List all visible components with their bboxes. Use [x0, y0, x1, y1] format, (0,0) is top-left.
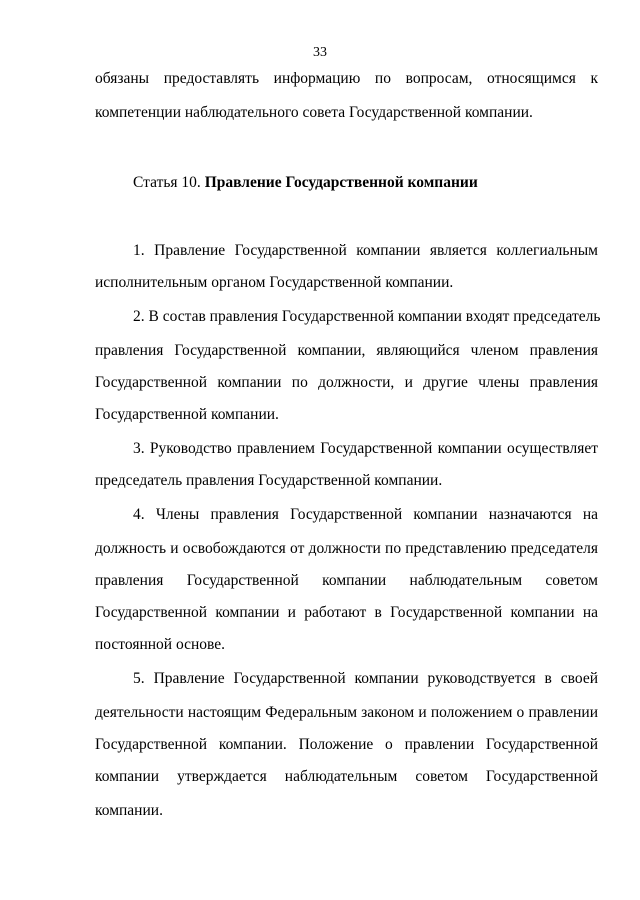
paragraph-5-line-4: компании утверждается наблюдательным советом Государственной	[95, 768, 598, 785]
paragraph-5-line-3: Государственной компании. Положение о правлении Государственной	[95, 736, 598, 753]
paragraph-5-line-1: 5. Правление Государственной компании руководствуется в своей	[133, 670, 598, 687]
paragraph-2-line-4: Государственной компании.	[95, 406, 279, 423]
paragraph-2-line-2: правления Государственной компании, являющийся членом правления	[95, 342, 598, 359]
paragraph-4-line-5: постоянной основе.	[95, 636, 226, 653]
paragraph-4-line-2: должность и освобождаются от должности по представлению председателя	[95, 540, 598, 557]
paragraph-1-line-1: 1. Правление Государственной компании является коллегиальным	[133, 242, 598, 259]
page-number: 33	[313, 45, 327, 60]
paragraph-4-line-4: Государственной компании и работают в Государственной компании на	[95, 604, 598, 621]
article-number: Статья 10.	[133, 174, 201, 191]
paragraph-5-line-2: деятельности настоящим Федеральным законом и положением о правлении	[95, 704, 598, 721]
paragraph-5-line-5: компании.	[95, 802, 163, 819]
paragraph-2-line-1: 2. В состав правления Государственной компании входят председатель	[133, 308, 601, 325]
paragraph-4-line-3: правления Государственной компании наблюдательным советом	[95, 572, 598, 589]
article-heading	[133, 173, 598, 193]
intro-line-1: обязаны предоставлять информацию по вопросам, относящимся к	[95, 70, 598, 87]
paragraph-4-line-1: 4. Члены правления Государственной компании назначаются на	[133, 506, 598, 523]
paragraph-2-line-3: Государственной компании по должности, и другие члены правления	[95, 374, 598, 391]
intro-line-2: компетенции наблюдательного совета Государственной компании.	[95, 104, 533, 121]
paragraph-1-line-2: исполнительным органом Государственной компании.	[95, 274, 454, 291]
article-title: Правление Государственной компании	[204, 174, 478, 191]
paragraph-3-line-2: председатель правления Государственной компании.	[95, 472, 443, 489]
paragraph-3-line-1: 3. Руководство правлением Государственной компании осуществляет	[133, 440, 598, 457]
